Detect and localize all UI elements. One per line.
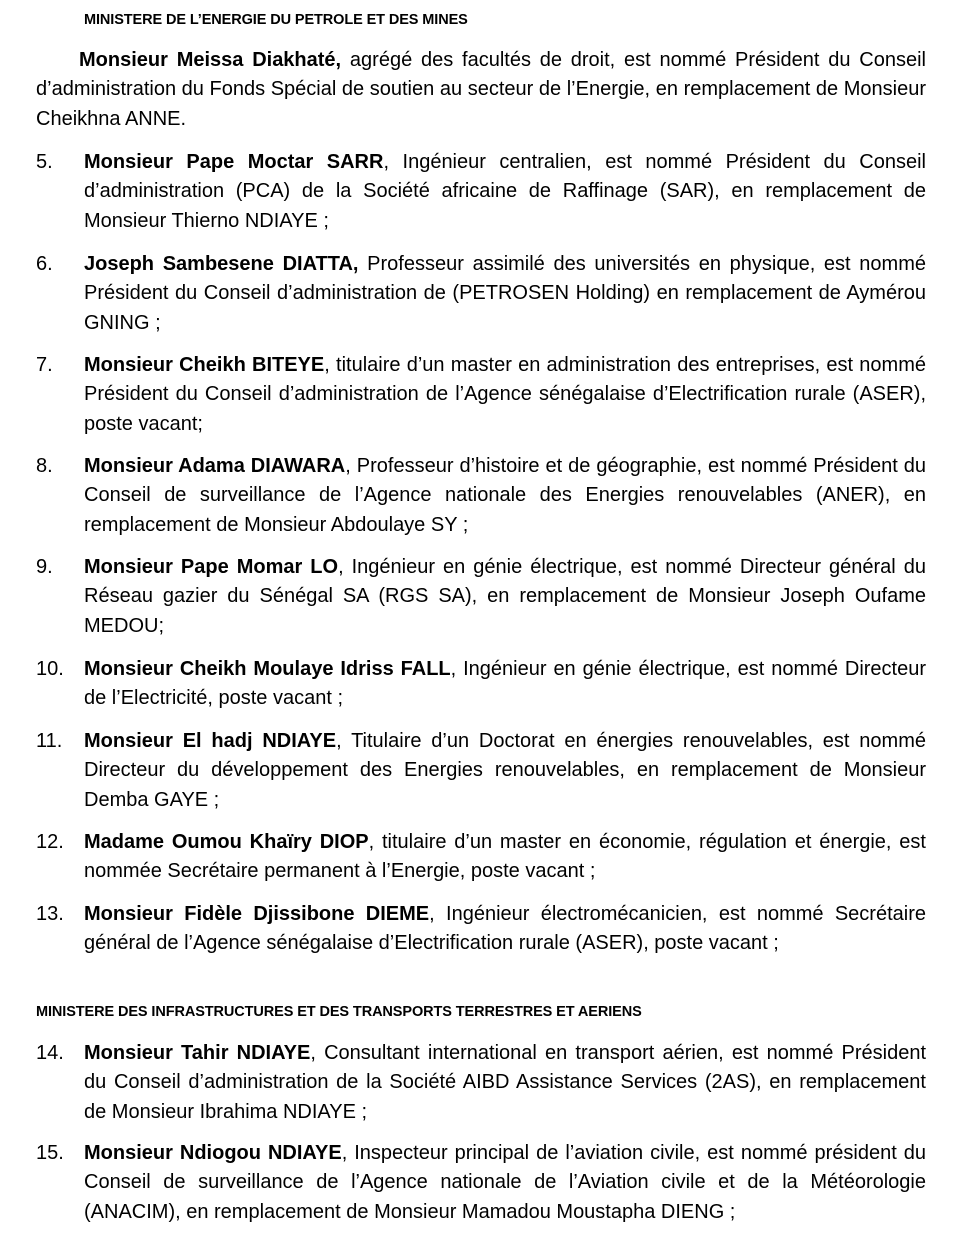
item-number: 7.: [36, 354, 53, 376]
appointee-name: Joseph Sambesene DIATTA,: [84, 253, 359, 275]
list-item-8: [36, 452, 926, 540]
appointment-text: , Titulaire d’un Doctorat en énergies renouvelables, est nommé Directeur du développement des Energies renouvelables, en remplacement de Monsieur Demba GAYE ;: [84, 730, 926, 811]
item-number: 6.: [36, 253, 53, 275]
list-item-15: [36, 1139, 926, 1227]
list-item-5: [36, 148, 926, 236]
item-number: 11.: [36, 730, 63, 752]
item-number: 14.: [36, 1042, 64, 1064]
appointee-name: Monsieur Fidèle Djissibone DIEME: [84, 903, 430, 925]
appointment-text: , Ingénieur centralien, est nommé Président du Conseil d’administration (PCA) de la Société africaine de Raffinage (SAR), en remplacement de Monsieur Thierno NDIAYE ;: [84, 151, 927, 232]
section-heading-energie: MINISTERE DE L’ENERGIE DU PETROLE ET DES MINES: [84, 12, 468, 28]
list-item-13: [36, 900, 926, 959]
appointee-name: Monsieur Cheikh BITEYE: [84, 354, 325, 376]
appointment-text: , Consultant international en transport aérien, est nommé Président du Conseil d’administration de la Société AIBD Assistance Services (2AS), en remplacement de Monsieur Ibrahima NDIAYE ;: [84, 1042, 927, 1123]
item-number: 5.: [36, 151, 53, 173]
appointment-text: , Ingénieur en génie électrique, est nommé Directeur général du Réseau gazier du Sénégal SA (RGS SA), en remplacement de Monsieur Joseph Oufame MEDOU;: [84, 556, 926, 637]
appointment-text: , titulaire d’un master en économie, régulation et énergie, est nommée Secrétaire permanent à l’Energie, poste vacant ;: [84, 831, 926, 883]
list-item-9: [36, 553, 926, 641]
appointee-name: Monsieur Pape Moctar SARR: [84, 151, 384, 173]
appointee-name: Monsieur Cheikh Moulaye Idriss FALL: [84, 658, 451, 680]
section-heading-infrastructures: MINISTERE DES INFRASTRUCTURES ET DES TRANSPORTS TERRESTRES ET AERIENS: [36, 1004, 642, 1020]
item-number: 9.: [36, 556, 53, 578]
appointee-name: Monsieur Meissa Diakhaté,: [79, 49, 342, 71]
appointment-text: , Professeur d’histoire et de géographie, est nommé Président du Conseil de surveillance de l’Agence nationale des Energies renouvelables (ANER), en remplacement de Monsieur Abdoulaye SY ;: [84, 455, 927, 536]
appointment-text: , titulaire d’un master en administration des entreprises, est nommé Président du Conseil d’administration de l’Agence sénégalaise d’Electrification rurale (ASER), poste vacant;: [84, 354, 926, 435]
appointment-text: , Ingénieur en génie électrique, est nommé Directeur de l’Electricité, poste vacant ;: [84, 658, 927, 710]
appointee-name: Madame Oumou Khaïry DIOP: [84, 831, 369, 853]
intro-paragraph: [36, 46, 926, 134]
appointment-text: agrégé des facultés de droit, est nommé Président du Conseil d’administration du Fonds Spécial de soutien au secteur de l’Energie, en remplacement de Monsieur Cheikhna ANNE.: [36, 49, 926, 130]
appointment-text: , Ingénieur électromécanicien, est nommé Secrétaire général de l’Agence sénégalaise d’Electrification rurale (ASER), poste vacant ;: [84, 903, 926, 955]
appointee-name: Monsieur El hadj NDIAYE: [84, 730, 337, 752]
list-item-7: [36, 351, 926, 439]
appointment-text: Professeur assimilé des universités en physique, est nommé Président du Conseil d’administration de (PETROSEN Holding) en remplacement de Aymérou GNING ;: [84, 253, 926, 334]
list-item-6: [36, 250, 926, 338]
appointee-name: Monsieur Pape Momar LO: [84, 556, 339, 578]
item-number: 12.: [36, 831, 64, 853]
appointee-name: Monsieur Adama DIAWARA: [84, 455, 346, 477]
appointee-name: Monsieur Ndiogou NDIAYE: [84, 1142, 342, 1164]
item-number: 13.: [36, 903, 64, 925]
item-number: 8.: [36, 455, 53, 477]
item-number: 15.: [36, 1142, 64, 1164]
list-item-12: [36, 828, 926, 887]
appointment-text: , Inspecteur principal de l’aviation civile, est nommé président du Conseil de surveillance de l’Agence nationale de l’Aviation civile et de la Météorologie (ANACIM), en remplacement de Monsieur Mamadou Moustapha DIENG ;: [84, 1142, 927, 1223]
list-item-11: [36, 727, 926, 815]
list-item-10: [36, 655, 926, 714]
appointee-name: Monsieur Tahir NDIAYE: [84, 1042, 311, 1064]
list-item-14: [36, 1039, 926, 1127]
item-number: 10.: [36, 658, 64, 680]
